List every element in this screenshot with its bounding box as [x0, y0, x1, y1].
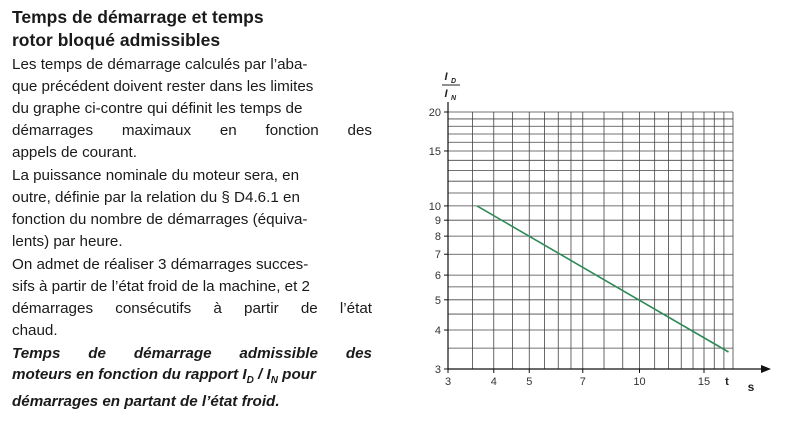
y-tick-label: 6 [434, 270, 441, 283]
x-unit-t-label: t [725, 376, 729, 388]
startup-time-chart [395, 58, 790, 398]
paragraph-2 [12, 165, 372, 253]
p2-line-2: outre, définie par la relation du § D4.6.1 en [12, 189, 300, 206]
caption-line-2-post: pour [277, 366, 316, 383]
caption-ratio-num-sub: D [246, 375, 254, 387]
p3-line-4: chaud. [12, 322, 58, 339]
p3-line-3: démarrages consécutifs à partir de l’état [12, 300, 372, 317]
p1-line-5: appels de courant. [12, 144, 137, 161]
y-tick-label: 3 [434, 364, 441, 376]
p1-line-1: Les temps de démarrage calculés par l’aba- [12, 56, 308, 73]
caption-ratio-den: I [266, 366, 271, 383]
caption-line-2-pre: moteurs en fonction du rapport [12, 366, 243, 383]
p2-line-1: La puissance nominale du moteur sera, en [12, 167, 300, 184]
y-tick-label: 4 [434, 325, 441, 338]
x-tick-label: 5 [526, 376, 533, 388]
title-line-1: Temps de démarrage et temps [12, 7, 264, 27]
y-label-numerator: I [444, 71, 448, 83]
y-tick-label: 8 [434, 231, 441, 244]
y-label-numerator-sub: D [451, 78, 457, 85]
p1-line-2: que précédent doivent rester dans les limites [12, 78, 314, 95]
figure-caption [12, 343, 372, 412]
y-tick-label: 20 [428, 107, 441, 119]
caption-line-1: Temps de démarrage admissible des [12, 345, 372, 362]
y-label-denominator-sub: N [451, 95, 457, 102]
x-tick-label: 10 [633, 376, 646, 388]
x-tick-label: 7 [579, 376, 586, 388]
p1-line-3: du graphe ci-contre qui définit les temps de [12, 100, 303, 117]
p2-line-4: lents) par heure. [12, 233, 123, 250]
x-axis-arrow [761, 365, 771, 373]
section-title [12, 6, 372, 52]
p2-line-3: fonction du nombre de démarrages (équiva- [12, 211, 308, 228]
y-tick-label: 10 [428, 200, 441, 213]
x-unit-s-label: s [747, 380, 755, 394]
title-line-2: rotor bloqué admissibles [12, 30, 221, 50]
caption-ratio-sep: / [253, 366, 267, 383]
chart-labels [429, 71, 755, 394]
p3-line-2: sifs à partir de l’état froid de la machine, et 2 [12, 278, 310, 295]
chart-axes [444, 102, 771, 373]
p3-line-1: On admet de réaliser 3 démarrages succes- [12, 256, 309, 273]
x-tick-label: 15 [697, 376, 711, 388]
p1-line-4: démarrages maximaux en fonction des [12, 122, 372, 139]
y-tick-label: 5 [434, 294, 441, 307]
paragraph-3 [12, 254, 372, 342]
y-tick-label: 7 [434, 249, 441, 262]
paragraph-1 [12, 54, 372, 164]
x-tick-label: 4 [490, 376, 497, 388]
caption-line-3: démarrages en partant de l’état froid. [12, 393, 280, 411]
y-tick-label: 9 [434, 215, 441, 228]
y-label-denominator: I [444, 88, 448, 100]
y-tick-label: 15 [428, 145, 441, 158]
caption-ratio-den-sub: N [270, 375, 278, 387]
caption-line-2 [12, 364, 372, 391]
caption-ratio-num: I [242, 366, 247, 383]
text-column [12, 6, 372, 412]
x-tick-label: 3 [444, 376, 452, 388]
